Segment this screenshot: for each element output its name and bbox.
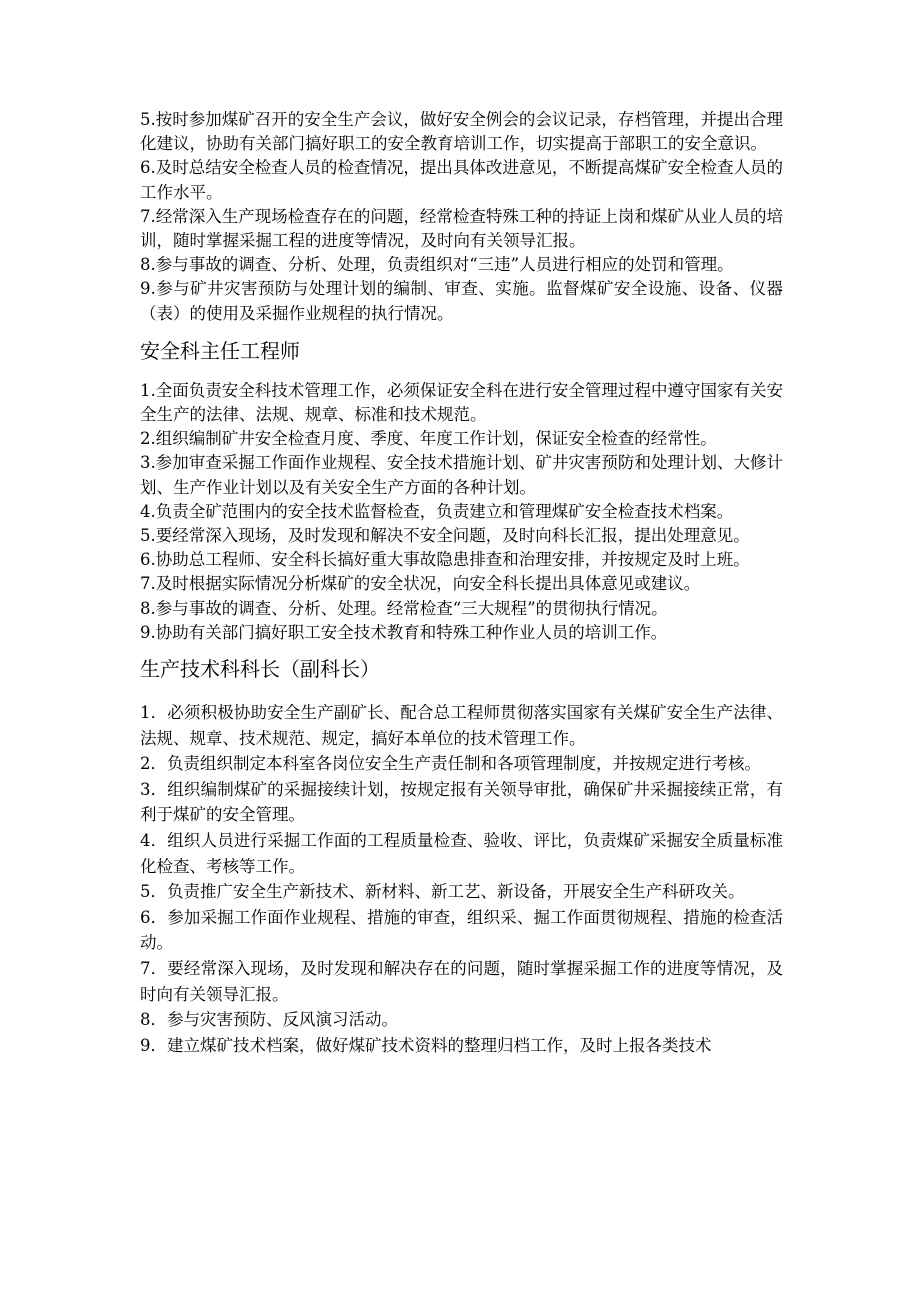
intro-duties-list bbox=[140, 108, 783, 326]
duty-item: 5．负责推广安全生产新技术、新材料、新工艺、新设备，开展安全生产科研攻关。 bbox=[140, 882, 745, 902]
duty-item: 6.协助总工程师、安全科长搞好重大事故隐患排查和治理安排，并按规定及时上班。 bbox=[140, 550, 750, 570]
duty-item: 4．组织人员进行采掘工作面的工程质量检查、验收、评比，负责煤矿采掘安全质量标准化检查、考核等工作。 bbox=[140, 831, 783, 876]
duty-item: 7.及时根据实际情况分析煤矿的安全状况，向安全科长提出具体意见或建议。 bbox=[140, 574, 701, 594]
duty-item: 4.负责全矿范围内的安全技术监督检查，负责建立和管理煤矿安全检查技术档案。 bbox=[140, 501, 734, 521]
duty-item: 5.要经常深入现场，及时发现和解决不安全问题，及时向科长汇报，提出处理意见。 bbox=[140, 526, 750, 546]
duty-item: 7．要经常深入现场，及时发现和解决存在的问题，随时掌握采掘工作的进度等情况，及时向有关领导汇报。 bbox=[140, 959, 783, 1004]
production-tech-chief-duties-list bbox=[140, 700, 783, 1058]
duty-item: 8．参与灾害预防、反风演习活动。 bbox=[140, 1010, 398, 1030]
duty-item: 6.及时总结安全检查人员的检查情况，提出具体改进意见，不断提高煤矿安全检查人员的工作水平。 bbox=[140, 158, 783, 202]
document-body bbox=[140, 108, 783, 1058]
duty-item: 7.经常深入生产现场检查存在的问题，经常检查特殊工种的持证上岗和煤矿从业人员的培训，随时掌握采掘工程的进度等情况，及时向有关领导汇报。 bbox=[140, 206, 783, 251]
duty-item: 5.按时参加煤矿召开的安全生产会议，做好安全例会的会议记录，存档管理，并提出合理化建议，协助有关部门搞好职工的安全教育培训工作，切实提高于部职工的安全意识。 bbox=[140, 110, 783, 154]
duty-item: 1.全面负责安全科技术管理工作，必须保证安全科在进行安全管理过程中遵守国家有关安全生产的法律、法规、规章、标准和技术规范。 bbox=[140, 380, 783, 425]
duty-item: 2．负责组织制定本科室各岗位安全生产责任制和各项管理制度，并按规定进行考核。 bbox=[140, 754, 761, 774]
duty-item: 6．参加采掘工作面作业规程、措施的审查，组织采、掘工作面贯彻规程、措施的检查活动。 bbox=[140, 907, 783, 953]
duty-item: 9.协助有关部门搞好职工安全技术教育和特殊工种作业人员的培训工作。 bbox=[140, 622, 668, 642]
duty-item: 9．建立煤矿技术档案，做好煤矿技术资料的整理归档工作，及时上报各类技术 bbox=[140, 1035, 712, 1055]
duty-item: 9.参与矿井灾害预防与处理计划的编制、审查、实施。监督煤矿安全设施、设备、仪器（表）的使用及采掘作业规程的执行情况。 bbox=[140, 279, 783, 323]
section-heading-production-tech-chief: 生产技术科科长（副科长） bbox=[140, 657, 380, 682]
section-heading-safety-chief-engineer: 安全科主任工程师 bbox=[140, 338, 300, 363]
duty-item: 8.参与事故的调查、分析、处理，负责组织对“三违”人员进行相应的处罚和管理。 bbox=[140, 255, 734, 275]
safety-chief-engineer-duties-list bbox=[140, 379, 783, 645]
duty-item: 3.参加审查采掘工作面作业规程、安全技术措施计划、矿井灾害预防和处理计划、大修计划、生产作业计划以及有关安全生产方面的各种计划。 bbox=[140, 453, 783, 497]
duty-item: 2.组织编制矿井安全检查月度、季度、年度工作计划，保证安全检查的经常性。 bbox=[140, 429, 717, 449]
duty-item: 8.参与事故的调查、分析、处理。经常检查“三大规程”的贯彻执行情况。 bbox=[140, 598, 668, 618]
duty-item: 3．组织编制煤矿的采掘接续计划，按规定报有关领导审批，确保矿井采掘接续正常，有利于煤矿的安全管理。 bbox=[140, 779, 783, 825]
duty-item: 1．必须积极协助安全生产副矿长、配合总工程师贯彻落实国家有关煤矿安全生产法律、法规、规章、技术规范、规定，搞好本单位的技术管理工作。 bbox=[140, 703, 783, 748]
